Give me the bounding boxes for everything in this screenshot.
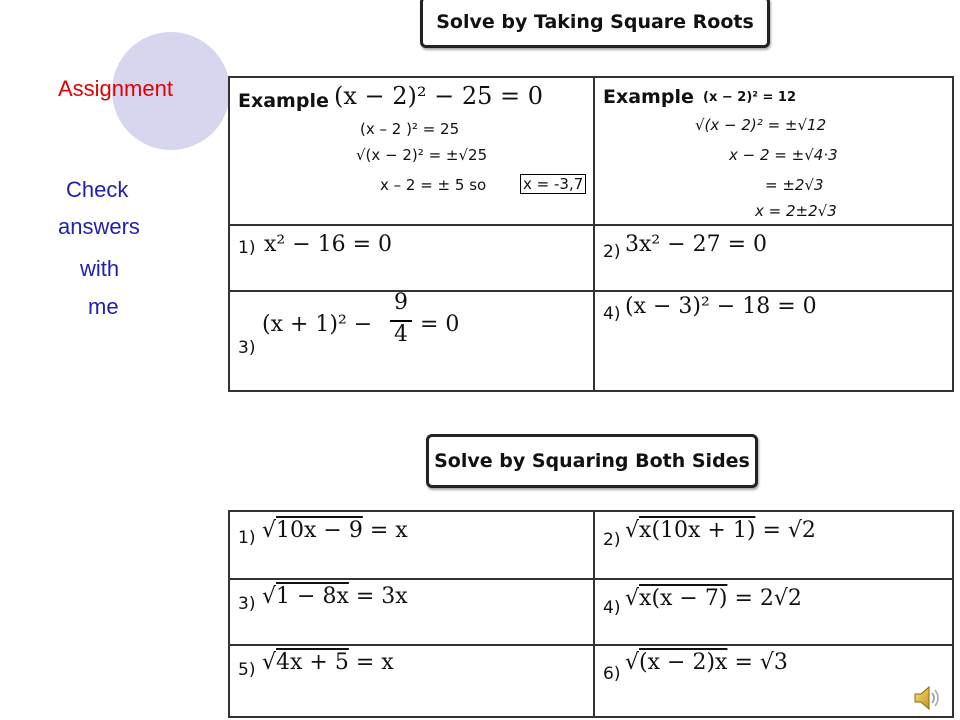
right-hand-side: = √2 [762, 518, 816, 543]
radical-expression: √x(10x + 1) = √2 [625, 518, 816, 543]
radicand: 1 − 8x [276, 584, 349, 609]
example-left-step-2: √(x − 2)² = ±√25 [356, 146, 488, 164]
radical-expression: √(x − 2)x = √3 [625, 650, 788, 675]
radical-expression: √x(x − 7) = 2√2 [625, 586, 802, 611]
check-line-2: answers [58, 214, 140, 239]
example-right-label: Example [603, 86, 694, 108]
fraction-numerator: 9 [394, 290, 408, 315]
example-right-step-3: = ±2√3 [765, 176, 824, 194]
radical-problem-cell-5 [229, 645, 594, 717]
radicand: 4x + 5 [276, 650, 349, 675]
example-right-step-2: x − 2 = ±√4·3 [729, 146, 838, 164]
radicand: x(10x + 1) [639, 518, 756, 543]
radicand: (x − 2)x [639, 650, 728, 675]
problem-number: 2) [603, 242, 621, 262]
radical-problem-cell-1 [229, 511, 594, 579]
radical-problem-cell-6 [594, 645, 953, 717]
section1-title [420, 0, 770, 48]
check-line-3: with [80, 256, 120, 281]
right-hand-side: = √3 [734, 650, 788, 675]
problem-cell-2 [594, 225, 953, 291]
problem-expression: (x − 3)² − 18 = 0 [625, 294, 817, 319]
problem-number: 1) [238, 528, 256, 548]
example-left-step-3: x – 2 = ± 5 so [380, 176, 487, 194]
radical-problem-cell-3 [229, 579, 594, 645]
radical-expression: √1 − 8x = 3x [262, 584, 408, 609]
problem-expression: x² − 16 = 0 [264, 232, 393, 257]
problem-expression: 3x² − 27 = 0 [625, 232, 768, 257]
section2-title-text: Solve by Squaring Both Sides [434, 450, 750, 472]
right-hand-side: = x [355, 650, 394, 675]
problem-number: 2) [603, 530, 621, 550]
check-line-4: me [88, 294, 119, 319]
problem-expression-pre: (x + 1)² − [262, 312, 373, 337]
problem-cell-4 [594, 291, 953, 391]
example-left-answer: x = -3,7 [520, 174, 586, 194]
radicand: 10x − 9 [276, 518, 363, 543]
check-line-1: Check [66, 177, 129, 202]
speaker-icon[interactable] [912, 683, 942, 717]
fraction-denominator: 4 [394, 322, 408, 347]
problem-number: 1) [238, 238, 256, 258]
problem-number: 3) [238, 338, 256, 358]
example-left-step-1: (x – 2 )² = 25 [360, 120, 460, 138]
section1-title-text: Solve by Taking Square Roots [436, 11, 754, 33]
example-left-equation: (x − 2)² − 25 = 0 [334, 82, 544, 110]
radicand: x(x − 7) [639, 586, 728, 611]
example-right-step-1: √(x − 2)² = ±√12 [695, 116, 827, 134]
problem-cell-1 [229, 225, 594, 291]
problem-expression-post: = 0 [420, 312, 460, 337]
problem-number: 4) [603, 598, 621, 618]
problem-cell-3 [229, 291, 594, 391]
radical-expression: √4x + 5 = x [262, 650, 394, 675]
right-hand-side: = 2√2 [734, 586, 802, 611]
example-left-label: Example [238, 90, 329, 112]
problem-number: 5) [238, 660, 256, 680]
right-hand-side: = 3x [355, 584, 408, 609]
example-right-step-4: x = 2±2√3 [755, 202, 837, 220]
square-roots-table [228, 76, 954, 392]
radical-problem-cell-4 [594, 579, 953, 645]
squaring-both-sides-table [228, 510, 954, 718]
problem-number: 6) [603, 664, 621, 684]
right-hand-side: = x [369, 518, 408, 543]
radical-problem-cell-2 [594, 511, 953, 579]
example-right-cell [594, 77, 953, 225]
assignment-label: Assignment [58, 76, 173, 101]
section2-title [426, 434, 758, 488]
problem-number: 4) [603, 304, 621, 324]
problem-number: 3) [238, 594, 256, 614]
example-left-cell [229, 77, 594, 225]
example-right-equation: (x − 2)² = 12 [703, 90, 796, 105]
radical-expression: √10x − 9 = x [262, 518, 408, 543]
